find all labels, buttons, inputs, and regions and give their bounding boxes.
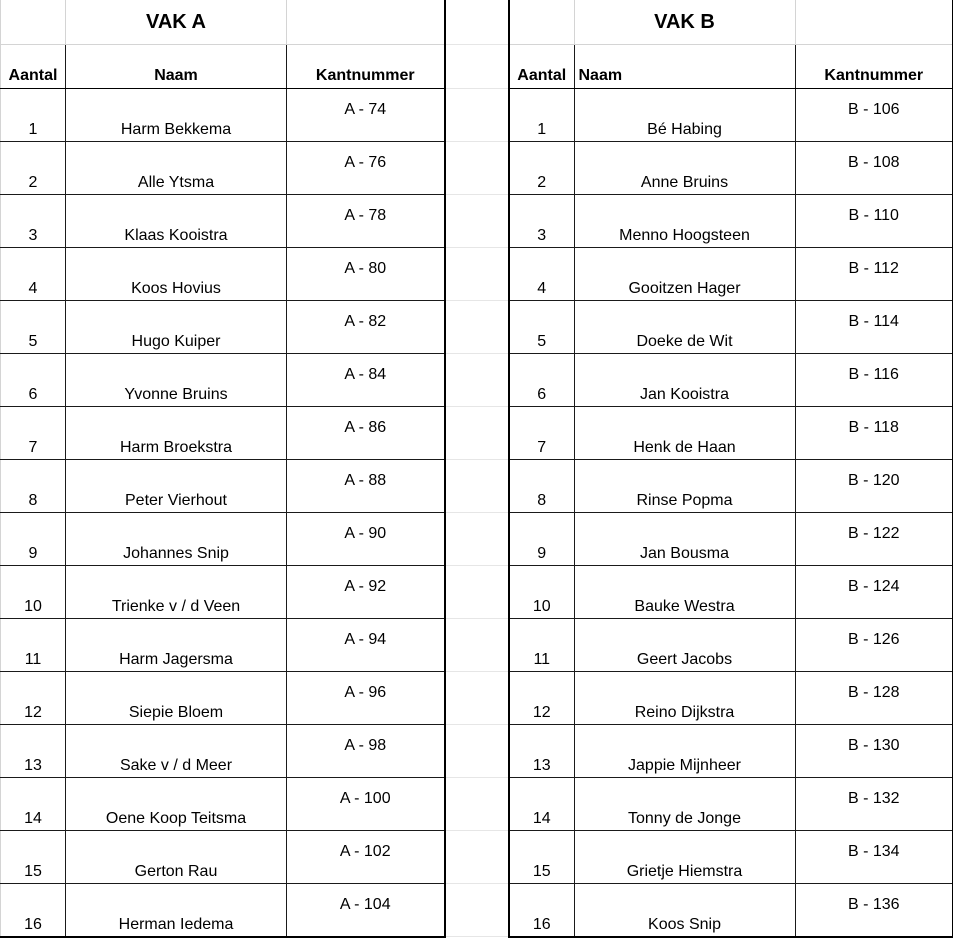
kantnummer-cell[interactable]: B - 132 xyxy=(795,778,953,831)
naam-cell[interactable]: Yvonne Bruins xyxy=(66,354,287,407)
kantnummer-cell[interactable]: A - 86 xyxy=(287,407,445,460)
naam-cell[interactable]: Harm Bekkema xyxy=(66,89,287,142)
aantal-cell[interactable]: 2 xyxy=(509,142,574,195)
naam-cell[interactable]: Herman Iedema xyxy=(66,884,287,938)
title-row xyxy=(1,0,445,45)
naam-cell[interactable]: Bauke Westra xyxy=(574,566,795,619)
table-row xyxy=(509,354,953,407)
naam-cell[interactable]: Jan Kooistra xyxy=(574,354,795,407)
naam-cell[interactable]: Johannes Snip xyxy=(66,513,287,566)
kantnummer-cell[interactable]: B - 118 xyxy=(795,407,953,460)
aantal-cell[interactable]: 12 xyxy=(509,672,574,725)
table-row xyxy=(509,89,953,142)
aantal-cell[interactable]: 1 xyxy=(509,89,574,142)
naam-cell[interactable]: Anne Bruins xyxy=(574,142,795,195)
gridline xyxy=(444,406,508,407)
table-row xyxy=(509,195,953,248)
header-aantal[interactable]: Aantal xyxy=(509,45,574,89)
gridline xyxy=(444,88,508,89)
kantnummer-cell[interactable]: A - 76 xyxy=(287,142,445,195)
kantnummer-cell[interactable]: B - 124 xyxy=(795,566,953,619)
aantal-cell[interactable]: 16 xyxy=(509,884,574,938)
table-row xyxy=(1,301,445,354)
table-row xyxy=(1,778,445,831)
kantnummer-cell[interactable]: A - 78 xyxy=(287,195,445,248)
aantal-cell[interactable]: 15 xyxy=(509,831,574,884)
naam-cell[interactable]: Menno Hoogsteen xyxy=(574,195,795,248)
table-row xyxy=(1,566,445,619)
gridline xyxy=(444,883,508,884)
kantnummer-cell[interactable]: A - 96 xyxy=(287,672,445,725)
table-row xyxy=(1,407,445,460)
table-row xyxy=(1,619,445,672)
kantnummer-cell[interactable]: B - 116 xyxy=(795,354,953,407)
naam-cell[interactable]: Sake v / d Meer xyxy=(66,725,287,778)
kantnummer-cell[interactable]: B - 120 xyxy=(795,460,953,513)
title-spacer-cell[interactable] xyxy=(1,0,66,45)
gridline xyxy=(444,300,508,301)
naam-cell[interactable]: Geert Jacobs xyxy=(574,619,795,672)
table-row xyxy=(1,513,445,566)
naam-cell[interactable]: Jappie Mijnheer xyxy=(574,725,795,778)
naam-cell[interactable]: Rinse Popma xyxy=(574,460,795,513)
gridline xyxy=(444,671,508,672)
kantnummer-cell[interactable]: A - 94 xyxy=(287,619,445,672)
kantnummer-cell[interactable]: A - 74 xyxy=(287,89,445,142)
kantnummer-cell[interactable]: A - 80 xyxy=(287,248,445,301)
kantnummer-cell[interactable]: A - 84 xyxy=(287,354,445,407)
title-spacer-cell[interactable] xyxy=(795,0,953,45)
gridline xyxy=(444,777,508,778)
header-kantnummer[interactable]: Kantnummer xyxy=(287,45,445,89)
naam-cell[interactable]: Doeke de Wit xyxy=(574,301,795,354)
gridline xyxy=(444,459,508,460)
aantal-cell[interactable]: 3 xyxy=(509,195,574,248)
table-row xyxy=(509,407,953,460)
table-vak-a xyxy=(0,0,446,938)
aantal-cell[interactable]: 11 xyxy=(509,619,574,672)
aantal-cell[interactable]: 15 xyxy=(1,831,66,884)
naam-cell[interactable]: Hugo Kuiper xyxy=(66,301,287,354)
table-row xyxy=(509,725,953,778)
aantal-cell[interactable]: 4 xyxy=(509,248,574,301)
gridline xyxy=(444,618,508,619)
table-title[interactable]: VAK B xyxy=(574,0,795,45)
column-gap xyxy=(444,0,508,743)
aantal-cell[interactable]: 9 xyxy=(1,513,66,566)
header-row xyxy=(1,45,445,89)
table-row xyxy=(1,460,445,513)
table-row xyxy=(1,248,445,301)
gridline xyxy=(444,830,508,831)
aantal-cell[interactable]: 16 xyxy=(1,884,66,938)
table-row xyxy=(1,831,445,884)
header-naam[interactable]: Naam xyxy=(574,45,795,89)
aantal-cell[interactable]: 10 xyxy=(1,566,66,619)
table-row xyxy=(509,142,953,195)
naam-cell[interactable]: Harm Broekstra xyxy=(66,407,287,460)
table-row xyxy=(509,566,953,619)
table-row xyxy=(1,354,445,407)
table-row xyxy=(509,619,953,672)
naam-cell[interactable]: Koos Hovius xyxy=(66,248,287,301)
vak-b-body xyxy=(509,0,953,937)
title-row xyxy=(509,0,953,45)
gridline xyxy=(444,353,508,354)
table-row xyxy=(509,460,953,513)
aantal-cell[interactable]: 7 xyxy=(1,407,66,460)
title-spacer-cell[interactable] xyxy=(287,0,445,45)
table-row xyxy=(509,778,953,831)
naam-cell[interactable]: Oene Koop Teitsma xyxy=(66,778,287,831)
naam-cell[interactable]: Alle Ytsma xyxy=(66,142,287,195)
aantal-cell[interactable]: 5 xyxy=(1,301,66,354)
naam-cell[interactable]: Henk de Haan xyxy=(574,407,795,460)
naam-cell[interactable]: Siepie Bloem xyxy=(66,672,287,725)
gridline xyxy=(444,141,508,142)
kantnummer-cell[interactable]: A - 82 xyxy=(287,301,445,354)
aantal-cell[interactable]: 12 xyxy=(1,672,66,725)
kantnummer-cell[interactable]: B - 122 xyxy=(795,513,953,566)
table-row xyxy=(509,672,953,725)
header-naam[interactable]: Naam xyxy=(66,45,287,89)
aantal-cell[interactable]: 7 xyxy=(509,407,574,460)
kantnummer-cell[interactable]: A - 88 xyxy=(287,460,445,513)
naam-cell[interactable]: Koos Snip xyxy=(574,884,795,938)
table-row xyxy=(509,884,953,938)
table-vak-b xyxy=(508,0,953,938)
naam-cell[interactable]: Peter Vierhout xyxy=(66,460,287,513)
gridline xyxy=(444,194,508,195)
aantal-cell[interactable]: 14 xyxy=(1,778,66,831)
kantnummer-cell[interactable]: B - 112 xyxy=(795,248,953,301)
table-row xyxy=(1,89,445,142)
vak-a-body xyxy=(1,0,445,937)
aantal-cell[interactable]: 6 xyxy=(1,354,66,407)
aantal-cell[interactable]: 5 xyxy=(509,301,574,354)
kantnummer-cell[interactable]: B - 126 xyxy=(795,619,953,672)
aantal-cell[interactable]: 10 xyxy=(509,566,574,619)
kantnummer-cell[interactable]: A - 92 xyxy=(287,566,445,619)
naam-cell[interactable]: Grietje Hiemstra xyxy=(574,831,795,884)
aantal-cell[interactable]: 13 xyxy=(509,725,574,778)
kantnummer-cell[interactable]: B - 108 xyxy=(795,142,953,195)
aantal-cell[interactable]: 8 xyxy=(1,460,66,513)
table-title[interactable]: VAK A xyxy=(66,0,287,45)
header-row xyxy=(509,45,953,89)
kantnummer-cell[interactable]: B - 110 xyxy=(795,195,953,248)
naam-cell[interactable]: Klaas Kooistra xyxy=(66,195,287,248)
kantnummer-cell[interactable]: A - 100 xyxy=(287,778,445,831)
naam-cell[interactable]: Gerton Rau xyxy=(66,831,287,884)
naam-cell[interactable]: Gooitzen Hager xyxy=(574,248,795,301)
kantnummer-cell[interactable]: A - 102 xyxy=(287,831,445,884)
aantal-cell[interactable]: 2 xyxy=(1,142,66,195)
header-kantnummer[interactable]: Kantnummer xyxy=(795,45,953,89)
kantnummer-cell[interactable]: B - 130 xyxy=(795,725,953,778)
table-row xyxy=(1,195,445,248)
table-row xyxy=(509,248,953,301)
gridline xyxy=(444,44,508,45)
aantal-cell[interactable]: 3 xyxy=(1,195,66,248)
naam-cell[interactable]: Harm Jagersma xyxy=(66,619,287,672)
naam-cell[interactable]: Jan Bousma xyxy=(574,513,795,566)
table-row xyxy=(1,672,445,725)
aantal-cell[interactable]: 6 xyxy=(509,354,574,407)
naam-cell[interactable]: Tonny de Jonge xyxy=(574,778,795,831)
gridline xyxy=(444,936,508,937)
gridline xyxy=(444,724,508,725)
naam-cell[interactable]: Trienke v / d Veen xyxy=(66,566,287,619)
kantnummer-cell[interactable]: B - 114 xyxy=(795,301,953,354)
kantnummer-cell[interactable]: B - 134 xyxy=(795,831,953,884)
kantnummer-cell[interactable]: B - 136 xyxy=(795,884,953,938)
aantal-cell[interactable]: 11 xyxy=(1,619,66,672)
kantnummer-cell[interactable]: A - 104 xyxy=(287,884,445,938)
aantal-cell[interactable]: 1 xyxy=(1,89,66,142)
aantal-cell[interactable]: 8 xyxy=(509,460,574,513)
aantal-cell[interactable]: 9 xyxy=(509,513,574,566)
gridline xyxy=(444,512,508,513)
gridline xyxy=(444,247,508,248)
naam-cell[interactable]: Reino Dijkstra xyxy=(574,672,795,725)
aantal-cell[interactable]: 4 xyxy=(1,248,66,301)
title-spacer-cell[interactable] xyxy=(509,0,574,45)
aantal-cell[interactable]: 14 xyxy=(509,778,574,831)
aantal-cell[interactable]: 13 xyxy=(1,725,66,778)
naam-cell[interactable]: Bé Habing xyxy=(574,89,795,142)
header-aantal[interactable]: Aantal xyxy=(1,45,66,89)
table-row xyxy=(1,142,445,195)
kantnummer-cell[interactable]: A - 98 xyxy=(287,725,445,778)
gridline xyxy=(444,565,508,566)
table-row xyxy=(509,513,953,566)
table-row xyxy=(509,831,953,884)
kantnummer-cell[interactable]: B - 106 xyxy=(795,89,953,142)
table-row xyxy=(509,301,953,354)
table-row xyxy=(1,884,445,938)
kantnummer-cell[interactable]: A - 90 xyxy=(287,513,445,566)
kantnummer-cell[interactable]: B - 128 xyxy=(795,672,953,725)
table-row xyxy=(1,725,445,778)
